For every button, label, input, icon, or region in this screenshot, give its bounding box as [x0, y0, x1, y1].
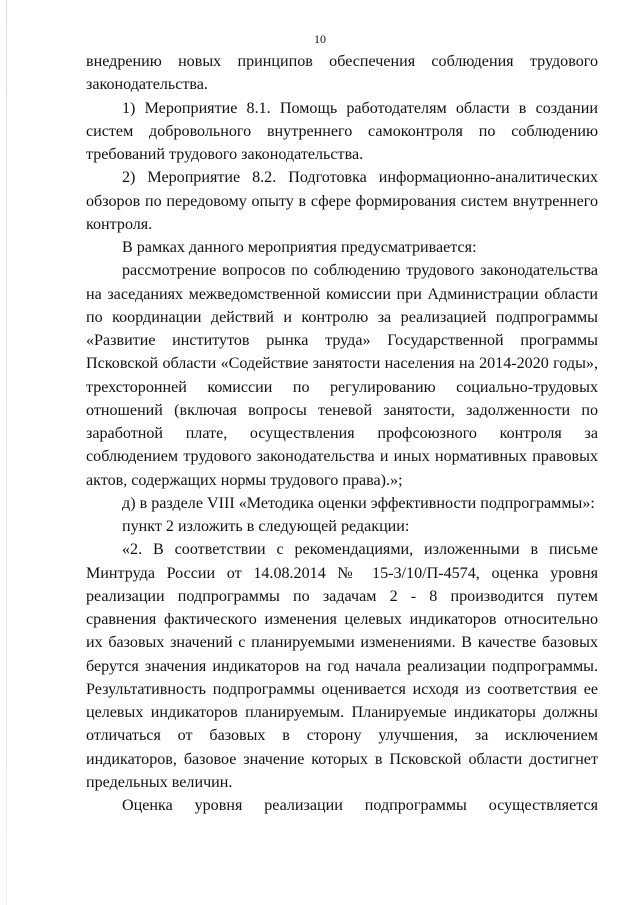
paragraph-5: рассмотрение вопросов по соблюдению трудового законодательства на заседаниях межведомственной комиссии при Администрации области по координации действий и контролю за реализацией подпрограммы «Развитие институтов рынка труда» Государственной программы Псковской области «Содействие занятости населения на 2014-2020 годы», трехсторонней комиссии по регулированию социально-трудовых отношений (включая вопросы теневой занятости, задолженности по заработной плате, осуществления профсоюзного контроля за соблюдением трудового законодательства и иных нормативных правовых актов, содержащих нормы трудового права).»;: [86, 262, 598, 489]
paragraph-1: внедрению новых принципов обеспечения соблюдения трудового законодательства.: [86, 53, 598, 94]
document-body: [86, 50, 598, 817]
scan-edge: [6, 0, 7, 905]
paragraph-6: д) в разделе VIII «Методика оценки эффективности подпрограммы»:: [122, 494, 595, 512]
paragraph-4: В рамках данного мероприятия предусматривается:: [122, 239, 477, 256]
paragraph-9: Оценка уровня реализации подпрограммы осуществляется: [122, 797, 598, 814]
page-number: 10: [314, 32, 326, 46]
paragraph-7: пункт 2 изложить в следующей редакции:: [122, 518, 410, 535]
paragraph-8: «2. В соответствии с рекомендациями, изложенными в письме Минтруда России от 14.08.2014 № 15-3/10/П-4574, оценка уровня реализации подпрограммы по задачам 2 - 8 производится путем сравнения фактического изменения целевых индикаторов относительно их базовых значений с планируемыми изменениями. В качестве базовых берутся значения индикаторов на год начала реализации подпрограммы. Результативность подпрограммы оценивается исходя из соответствия ее целевых индикаторов планируемым. Планируемые индикаторы должны отличаться от базовых в сторону улучшения, за исключением индикаторов, базовое значение которых в Псковской области достигнет предельных величин.: [86, 541, 598, 791]
paragraph-3: 2) Мероприятие 8.2. Подготовка информационно-аналитических обзоров по передовому опыту в сфере формирования систем внутреннего контроля.: [86, 169, 598, 233]
paragraph-2: 1) Мероприятие 8.1. Помощь работодателям области в создании систем добровольного внутреннего самоконтроля по соблюдению требований трудового законодательства.: [86, 99, 598, 163]
